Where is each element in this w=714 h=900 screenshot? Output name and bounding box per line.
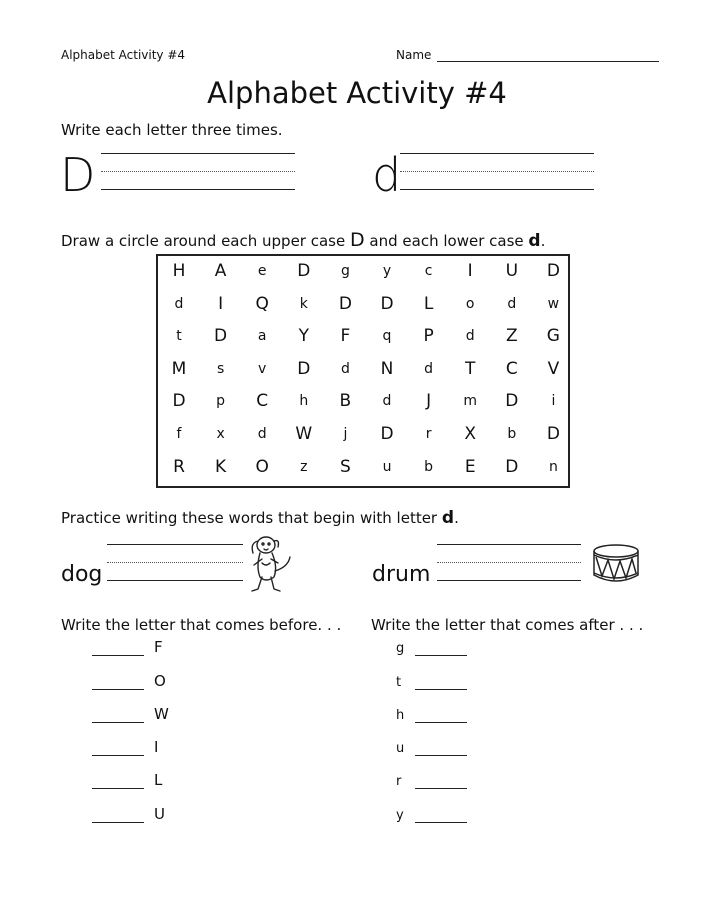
after-answer-blank[interactable] (415, 788, 467, 789)
before-answer-blank[interactable] (92, 788, 144, 789)
grid-letter[interactable]: D (338, 293, 352, 314)
grid-letter[interactable]: u (382, 458, 392, 475)
grid-letter[interactable]: q (382, 328, 392, 345)
after-answer-blank[interactable] (415, 722, 467, 723)
after-answer-blank[interactable] (415, 689, 467, 690)
grid-letter[interactable]: K (215, 456, 227, 477)
before-answer-blank[interactable] (92, 655, 144, 656)
grid-letter[interactable]: B (339, 391, 352, 412)
grid-letter[interactable]: b (424, 458, 434, 475)
name-label: Name (396, 48, 432, 62)
word-dog: dog (61, 562, 103, 587)
grid-letter[interactable]: x (216, 426, 225, 442)
after-letter: t (396, 675, 402, 690)
grid-letter[interactable]: D (214, 326, 228, 347)
grid-letter[interactable]: X (464, 424, 477, 444)
grid-letter[interactable]: n (548, 458, 558, 475)
grid-letter[interactable]: N (380, 358, 394, 379)
grid-letter[interactable]: f (176, 426, 182, 442)
grid-letter[interactable]: c (424, 263, 433, 279)
grid-letter[interactable]: p (216, 393, 226, 410)
grid-letter[interactable]: s (216, 360, 225, 377)
after-answer-blank[interactable] (415, 755, 467, 756)
before-letter: U (154, 805, 165, 823)
before-answer-blank[interactable] (92, 822, 144, 823)
grid-letter[interactable]: d (507, 295, 517, 312)
section3-period: . (454, 509, 459, 527)
before-letter: I (154, 738, 159, 756)
after-letter: h (396, 708, 405, 723)
grid-letter[interactable]: d (382, 393, 392, 410)
section3-instruction-pre: Practice writing these words that begin with letter (61, 509, 438, 527)
before-answer-blank[interactable] (92, 755, 144, 756)
grid-letter[interactable]: D (546, 261, 560, 281)
grid-letter[interactable]: M (171, 358, 187, 379)
grid-letter[interactable]: V (547, 358, 560, 379)
section2-instruction (61, 229, 545, 251)
grid-letter[interactable]: E (464, 456, 476, 477)
grid-letter[interactable]: A (214, 261, 227, 281)
grid-letter[interactable]: r (425, 426, 432, 442)
section2-lower-letter: d (528, 231, 541, 251)
after-letter: u (396, 741, 405, 756)
grid-letter[interactable]: o (465, 295, 475, 312)
grid-letter[interactable]: L (423, 293, 434, 314)
grid-letter[interactable]: D (380, 293, 394, 314)
grid-letter[interactable]: Q (255, 293, 269, 314)
grid-letter[interactable]: d (424, 360, 434, 377)
before-letter: O (154, 672, 166, 690)
before-letter: F (154, 638, 163, 656)
section2-upper-letter: D (350, 229, 365, 251)
grid-letter[interactable]: G (546, 326, 560, 347)
dog-icon (244, 533, 294, 597)
grid-letter[interactable]: I (467, 261, 473, 281)
section2-instruction-pre: Draw a circle around each upper case (61, 232, 346, 250)
dog-line-bottom[interactable] (107, 580, 243, 581)
word-drum: drum (372, 562, 431, 587)
grid-letter[interactable]: D (546, 424, 560, 444)
grid-letter[interactable]: O (255, 456, 269, 477)
grid-letter[interactable]: T (464, 358, 476, 379)
grid-letter[interactable]: H (172, 261, 186, 281)
after-answer-blank[interactable] (415, 822, 467, 823)
section2-period: . (540, 232, 546, 250)
section3-letter: d (441, 508, 455, 528)
grid-letter[interactable]: w (547, 295, 560, 312)
write-line-upper-bottom[interactable] (101, 189, 295, 190)
grid-letter[interactable]: Y (298, 326, 309, 347)
after-letter: y (396, 808, 404, 823)
before-answer-blank[interactable] (92, 689, 144, 690)
write-line-lower-mid[interactable] (400, 171, 594, 172)
grid-letter[interactable]: d (340, 360, 350, 377)
grid-letter[interactable]: C (505, 358, 518, 379)
grid-letter[interactable]: i (551, 393, 556, 410)
grid-letter[interactable]: D (172, 391, 186, 412)
grid-letter[interactable]: t (176, 328, 182, 345)
page-title: Alphabet Activity #4 (207, 76, 507, 110)
drum-line-bottom[interactable] (437, 580, 581, 581)
section2-instruction-mid: and each lower case (369, 232, 524, 250)
grid-letter[interactable]: J (426, 391, 432, 412)
grid-letter[interactable]: U (505, 261, 519, 281)
after-answer-blank[interactable] (415, 655, 467, 656)
drum-line-top[interactable] (437, 544, 581, 545)
dog-line-mid[interactable] (107, 562, 243, 563)
grid-letter[interactable]: D (380, 424, 394, 444)
grid-letter[interactable]: b (507, 426, 517, 442)
section1-instruction: Write each letter three times. (61, 121, 283, 139)
grid-letter[interactable]: D (297, 261, 311, 281)
dog-line-top[interactable] (107, 544, 243, 545)
before-letter: L (154, 771, 163, 789)
write-line-lower-top[interactable] (400, 153, 594, 154)
grid-letter[interactable]: Z (505, 326, 518, 347)
grid-letter[interactable]: y (382, 263, 392, 279)
grid-letter[interactable]: h (299, 393, 309, 410)
grid-letter[interactable]: P (423, 326, 434, 347)
grid-letter[interactable]: g (340, 263, 350, 279)
name-line[interactable] (437, 61, 659, 62)
grid-letter[interactable]: D (505, 456, 519, 477)
grid-letter[interactable]: d (257, 426, 267, 442)
grid-letter[interactable]: e (257, 263, 267, 279)
after-instruction: Write the letter that comes after . . . (371, 616, 644, 634)
grid-letter[interactable]: D (505, 391, 519, 412)
write-line-upper-mid[interactable] (101, 171, 295, 172)
grid-letter[interactable]: z (300, 458, 308, 475)
section3-instruction (61, 508, 459, 528)
grid-letter[interactable]: R (173, 456, 185, 477)
before-answer-blank[interactable] (92, 722, 144, 723)
grid-letter[interactable]: a (257, 328, 267, 345)
after-letter: r (396, 774, 402, 789)
grid-letter[interactable]: d (174, 295, 184, 312)
letter-upper-D: D (60, 148, 96, 202)
grid-letter[interactable]: W (295, 424, 313, 444)
letter-lower-d: d (372, 148, 402, 202)
drum-line-mid[interactable] (437, 562, 581, 563)
grid-letter[interactable]: S (339, 456, 351, 477)
grid-letter[interactable]: d (465, 328, 475, 345)
after-letter: g (396, 641, 405, 656)
header-left-title: Alphabet Activity #4 (61, 48, 186, 62)
grid-letter[interactable]: D (297, 358, 311, 379)
grid-letter[interactable]: m (463, 393, 477, 410)
letter-grid (156, 254, 570, 488)
before-letter: W (154, 705, 169, 723)
grid-letter[interactable]: v (258, 360, 267, 377)
grid-letter[interactable]: I (218, 293, 224, 314)
drum-icon (592, 543, 640, 585)
write-line-upper-top[interactable] (101, 153, 295, 154)
write-line-lower-bottom[interactable] (400, 189, 594, 190)
before-instruction: Write the letter that comes before. . . (61, 616, 342, 634)
grid-letter[interactable]: C (256, 391, 269, 412)
grid-letter[interactable]: F (340, 326, 351, 347)
grid-letter[interactable]: j (343, 426, 348, 442)
grid-letter[interactable]: k (299, 295, 308, 312)
